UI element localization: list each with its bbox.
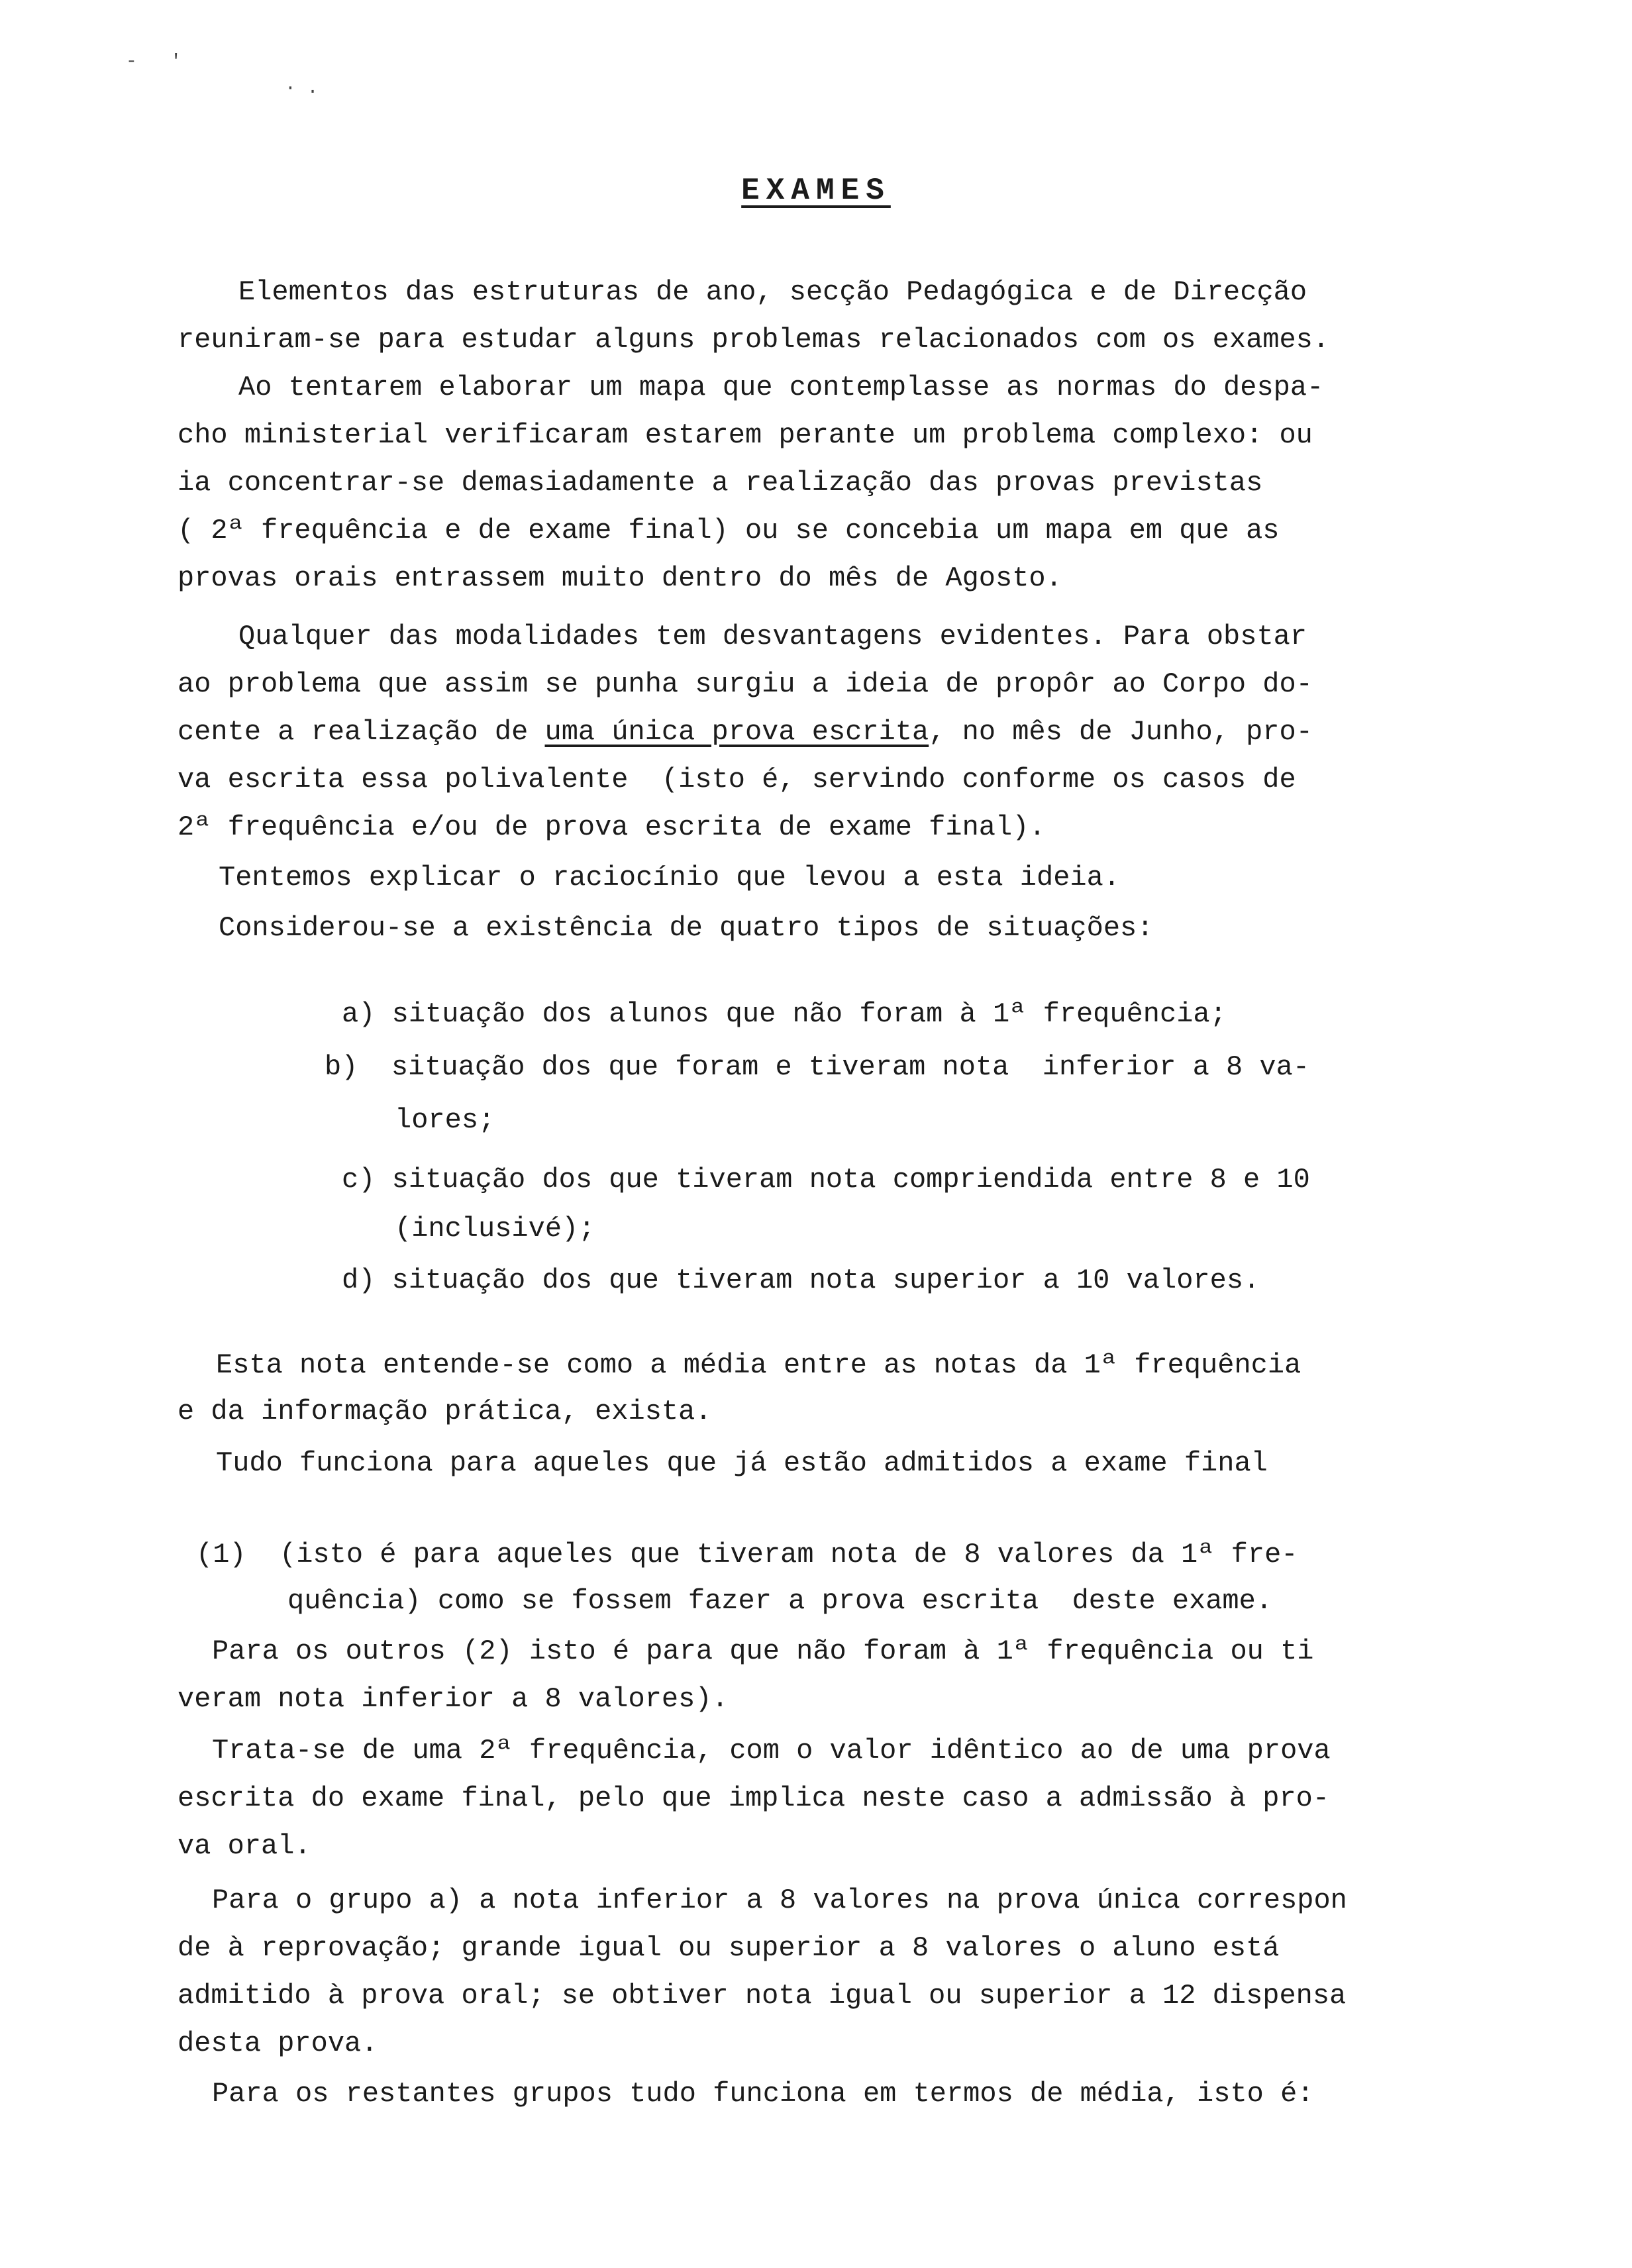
paragraph-line: ia concentrar-se demasiadamente a realização das provas previstas xyxy=(178,467,1263,499)
paragraph-line: ao problema que assim se punha surgiu a ideia de propôr ao Corpo do- xyxy=(178,668,1313,700)
paragraph-line: Para os outros (2) isto é para que não foram à 1ª frequência ou ti xyxy=(212,1635,1314,1667)
paragraph-line: Trata-se de uma 2ª frequência, com o valor idêntico ao de uma prova xyxy=(212,1735,1331,1767)
paragraph-line: Considerou-se a existência de quatro tipos de situações: xyxy=(219,912,1154,944)
paragraph-line: veram nota inferior a 8 valores). xyxy=(178,1683,729,1715)
list-item: c) situação dos que tiveram nota compriendida entre 8 e 10 xyxy=(342,1164,1310,1196)
paragraph-line: cho ministerial verificaram estarem perante um problema complexo: ou xyxy=(178,419,1313,451)
paragraph-line: de à reprovação; grande igual ou superior a 8 valores o aluno está xyxy=(178,1932,1280,1964)
list-item: b) situação dos que foram e tiveram nota inferior a 8 va- xyxy=(325,1051,1310,1083)
paragraph-line: Para os restantes grupos tudo funciona em termos de média, isto é: xyxy=(212,2078,1314,2110)
paragraph-line: reuniram-se para estudar alguns problemas relacionados com os exames. xyxy=(178,324,1330,356)
list-item-continuation: lores; xyxy=(395,1104,495,1136)
paragraph-line: escrita do exame final, pelo que implica neste caso a admissão à pro- xyxy=(178,1782,1330,1814)
paragraph-line: Para o grupo a) a nota inferior a 8 valores na prova única correspon xyxy=(212,1884,1347,1916)
stray-mark: - ' xyxy=(126,52,182,72)
list-item-continuation: (inclusivé); xyxy=(395,1213,595,1245)
list-item: a) situação dos alunos que não foram à 1ª frequência; xyxy=(342,998,1227,1030)
paragraph-line: Ao tentarem elaborar um mapa que contemplasse as normas do despa- xyxy=(238,372,1324,403)
text-run: cente a realização de xyxy=(178,716,545,748)
paragraph-line: (1) (isto é para aqueles que tiveram nota de 8 valores da 1ª fre- xyxy=(196,1539,1298,1571)
paragraph-line: va escrita essa polivalente (isto é, servindo conforme os casos de xyxy=(178,764,1296,796)
page-title: EXAMES xyxy=(741,174,891,208)
paragraph-line: Tudo funciona para aqueles que já estão admitidos a exame final xyxy=(216,1447,1268,1479)
paragraph-line: 2ª frequência e/ou de prova escrita de exame final). xyxy=(178,811,1046,843)
paragraph-line: desta prova. xyxy=(178,2028,378,2059)
paragraph-line: e da informação prática, exista. xyxy=(178,1396,712,1427)
paragraph-line xyxy=(178,718,1313,746)
paragraph-line: va oral. xyxy=(178,1830,311,1862)
paragraph-line: Elementos das estruturas de ano, secção Pedagógica e de Direcção xyxy=(238,276,1307,308)
underlined-phrase: uma única prova escrita xyxy=(544,716,929,748)
paragraph-line: Tentemos explicar o raciocínio que levou a esta ideia. xyxy=(219,862,1121,894)
paragraph-line: ( 2ª frequência e de exame final) ou se concebia um mapa em que as xyxy=(178,515,1280,546)
paragraph-line: admitido à prova oral; se obtiver nota igual ou superior a 12 dispensa xyxy=(178,1980,1347,2012)
paragraph-line: Qualquer das modalidades tem desvantagens evidentes. Para obstar xyxy=(238,621,1307,652)
paragraph-line: quência) como se fossem fazer a prova escrita deste exame. xyxy=(287,1585,1273,1617)
list-item: d) situação dos que tiveram nota superior a 10 valores. xyxy=(342,1264,1260,1296)
stray-mark: · . xyxy=(285,78,319,99)
paragraph-line: provas orais entrassem muito dentro do mês de Agosto. xyxy=(178,562,1062,594)
paragraph-line: Esta nota entende-se como a média entre as notas da 1ª frequência xyxy=(216,1349,1301,1381)
text-run: , no mês de Junho, pro- xyxy=(929,716,1313,748)
